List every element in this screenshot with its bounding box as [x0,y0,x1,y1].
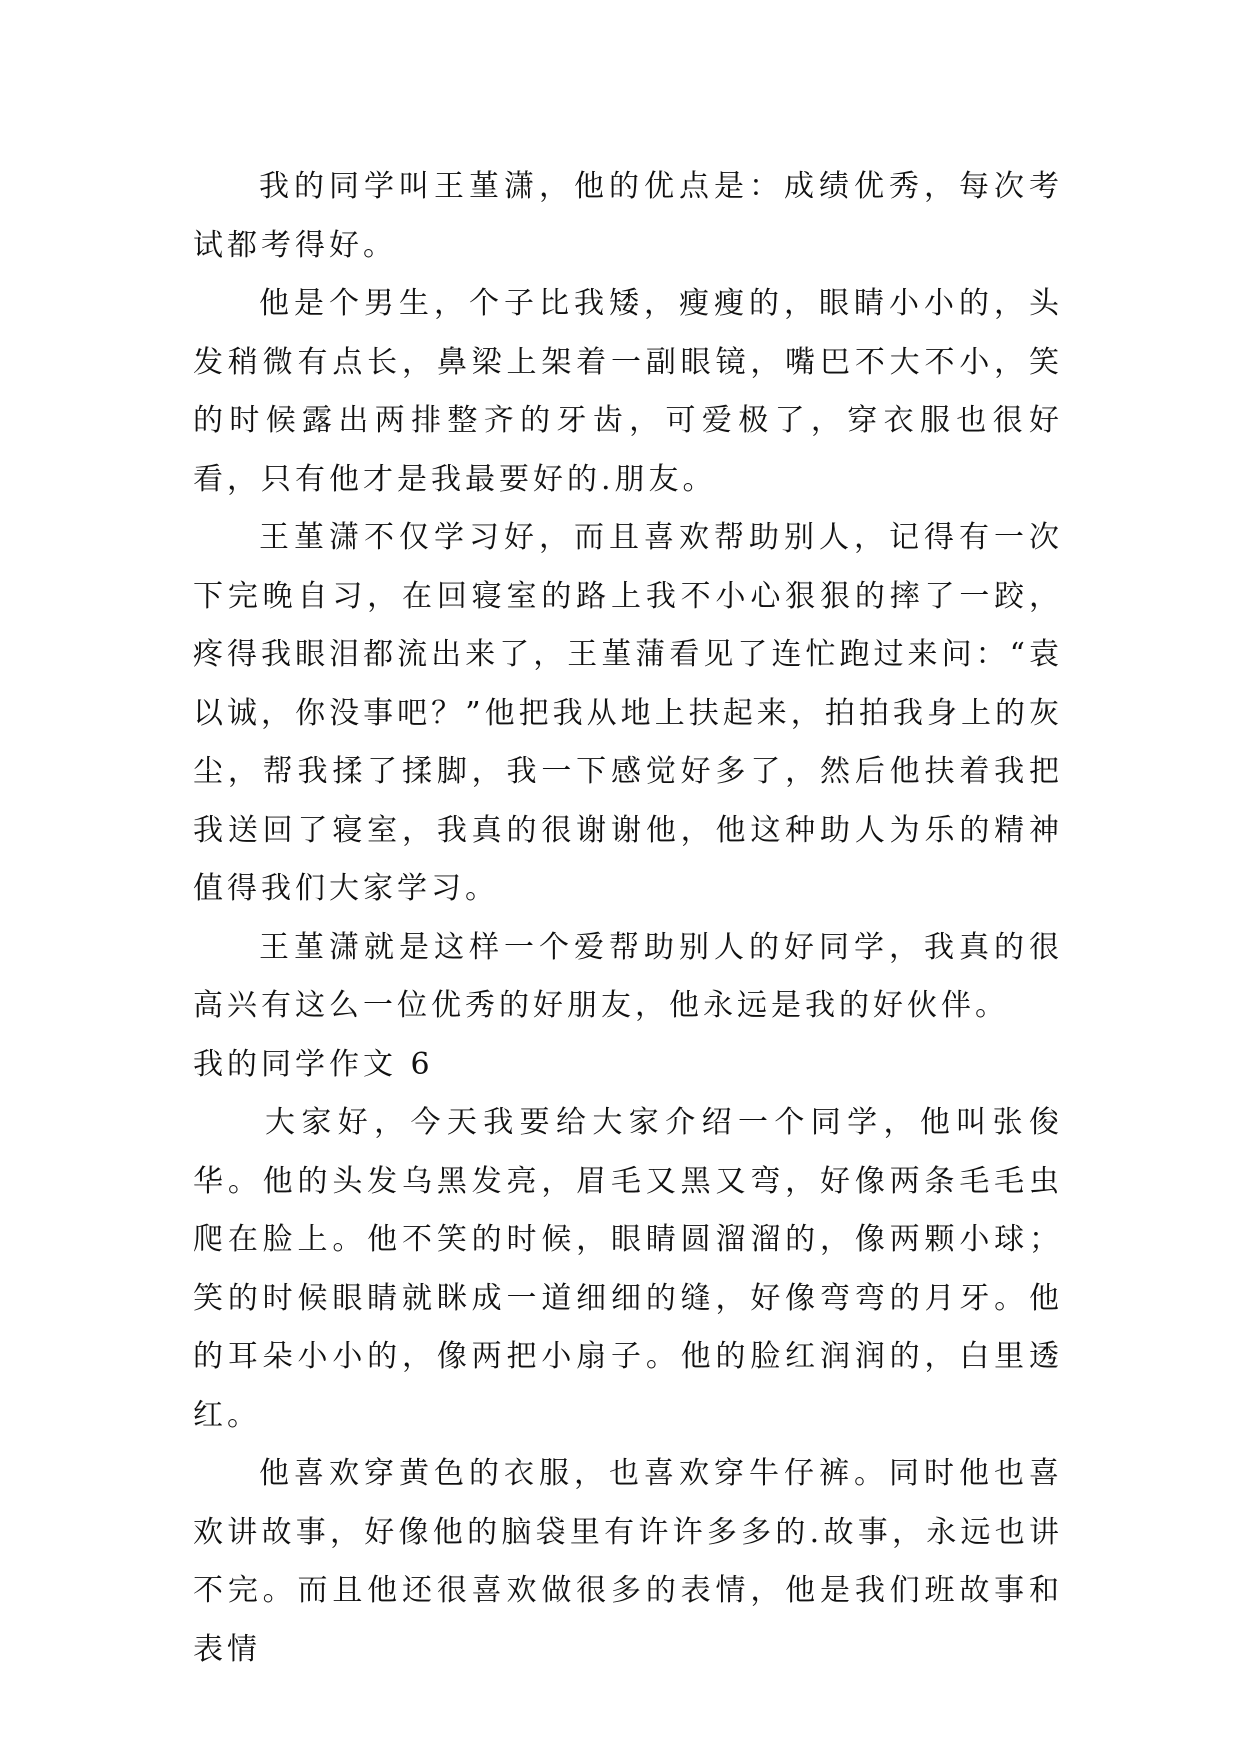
paragraph: 他是个男生，个子比我矮，瘦瘦的，眼睛小小的，头发稍微有点长，鼻梁上架着一副眼镜，嘴巴不大不小，笑的时候露出两排整齐的牙齿，可爱极了，穿衣服也很好看，只有他才是我最要好的.朋友。 [193,286,1063,497]
section-title: 我的同学作文 6 [193,1046,434,1082]
paragraph: 王堇潇不仅学习好，而且喜欢帮助别人，记得有一次下完晚自习，在回寝室的路上我不小心狠狠的摔了一跤，疼得我眼泪都流出来了，王堇蒲看见了连忙跑过来问：“袁以诚，你没事吧？”他把我从地上扶起来，拍拍我身上的灰尘，帮我揉了揉脚，我一下感觉好多了，然后他扶着我把我送回了寝室，我真的很谢谢他，他这种助人为乐的精神值得我们大家学习。 [193,520,1063,906]
document-body [193,158,1063,1679]
paragraph: 大家好，今天我要给大家介绍一个同学，他叫张俊华。他的头发乌黑发亮，眉毛又黑又弯，好像两条毛毛虫爬在脸上。他不笑的时候，眼睛圆溜溜的，像两颗小球；笑的时候眼睛就眯成一道细细的缝，好像弯弯的月牙。他的耳朵小小的，像两把小扇子。他的脸红润润的，白里透红。 [193,1105,1063,1433]
paragraph: 王堇潇就是这样一个爱帮助别人的好同学，我真的很高兴有这么一位优秀的好朋友，他永远是我的好伙伴。 [193,929,1063,1023]
paragraph: 我的同学叫王堇潇，他的优点是：成绩优秀，每次考试都考得好。 [193,169,1063,263]
paragraph: 他喜欢穿黄色的衣服，也喜欢穿牛仔裤。同时他也喜欢讲故事，好像他的脑袋里有许许多多的.故事，永远也讲不完。而且他还很喜欢做很多的表情，他是我们班故事和表情 [193,1456,1063,1667]
